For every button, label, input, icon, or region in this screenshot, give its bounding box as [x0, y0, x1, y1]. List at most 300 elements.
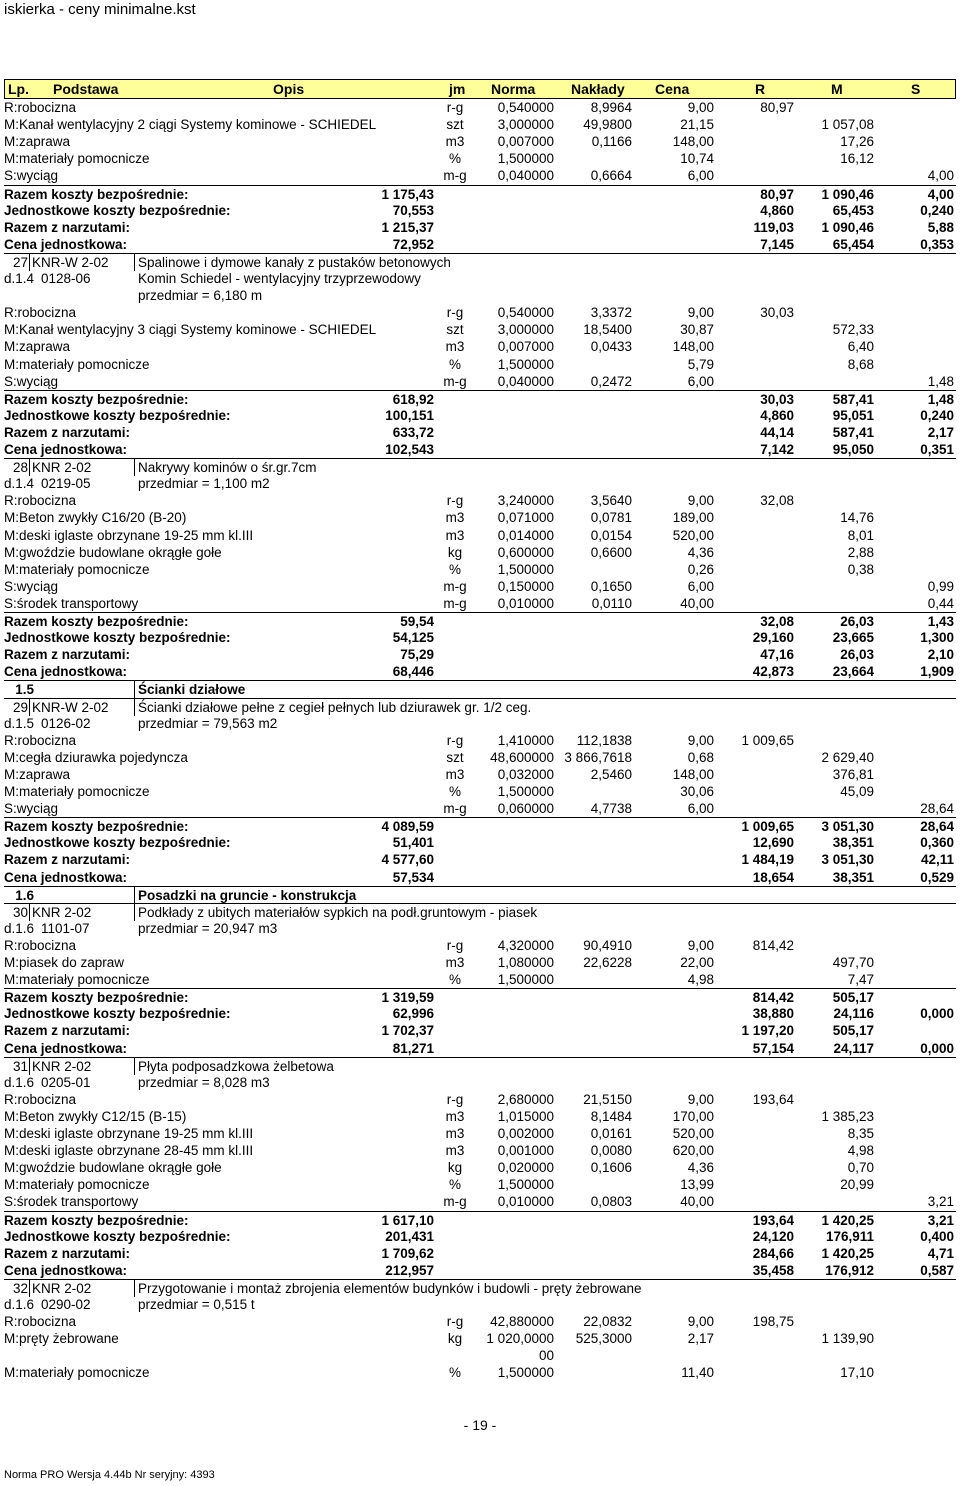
position-chapter: d.1.4 — [4, 271, 35, 286]
resource-description: M:zaprawa — [4, 766, 71, 782]
resource-description: M:gwoździe budowlane okrągłe gołe — [4, 1160, 222, 1176]
r-cell: 814,42 — [752, 937, 794, 953]
r-cell: 30,03 — [760, 305, 794, 321]
resource-description: S:środek transportowy — [4, 595, 139, 611]
cena-cell: 10,74 — [680, 151, 714, 167]
norma-cell: 1,080000 — [497, 955, 554, 970]
position-code: 0219-05 — [41, 476, 91, 492]
cena-cell: 520,00 — [672, 527, 714, 543]
position-row — [4, 253, 956, 271]
summary-row — [4, 1262, 956, 1279]
cell-divider — [29, 459, 30, 476]
norma-cell: 48,600000 — [490, 749, 554, 765]
summary-m: 587,41 — [832, 424, 874, 440]
position-number: 28 — [12, 460, 28, 476]
header-cena: Cena — [655, 81, 690, 97]
norma-cell: 0,600000 — [497, 544, 554, 560]
norma-cell: 1 020,0000 — [486, 1331, 554, 1347]
section-row — [4, 886, 956, 904]
summary-s: 0,400 — [920, 1228, 954, 1244]
summary-r: 18,654 — [752, 869, 794, 885]
cell-divider — [134, 1058, 135, 1075]
summary-m: 24,117 — [833, 1040, 874, 1056]
unit-cell: m3 — [445, 766, 465, 782]
norma-cell: 0,150000 — [497, 578, 554, 594]
summary-label: Jednostkowe koszty bezpośrednie: — [4, 202, 231, 218]
header-m: M — [831, 81, 843, 97]
resource-row — [4, 1313, 956, 1330]
naklady-cell: 22,6228 — [583, 955, 632, 970]
position-description: Spalinowe i dymowe kanały z pustaków betonowych — [138, 254, 451, 270]
unit-cell: % — [448, 972, 461, 988]
norma-cell: 1,015000 — [497, 1108, 554, 1124]
cena-cell: 0,26 — [687, 561, 714, 577]
norma-cell: 0,020000 — [497, 1160, 554, 1176]
summary-r: 44,14 — [760, 424, 794, 440]
norma-cell: 0,007000 — [497, 339, 554, 355]
m-cell: 8,35 — [847, 1126, 874, 1141]
cena-cell: 40,00 — [680, 1194, 714, 1210]
quantity-text: przedmiar = 6,180 m — [138, 288, 263, 304]
summary-row — [4, 817, 956, 835]
summary-m: 65,453 — [832, 202, 874, 218]
summary-label: Razem z narzutami: — [4, 647, 131, 663]
summary-row — [4, 1245, 956, 1262]
summary-total: 201,431 — [385, 1228, 434, 1244]
naklady-cell: 112,1838 — [576, 732, 632, 748]
norma-cell: 0,540000 — [497, 305, 554, 321]
naklady-cell: 2,5460 — [590, 766, 632, 782]
resource-row — [4, 373, 956, 390]
resource-row — [4, 578, 956, 595]
resource-description: M:Kanał wentylacyjny 3 ciągi Systemy kominowe - SCHIEDEL — [4, 322, 377, 338]
m-cell: 0,38 — [847, 561, 874, 577]
resource-description: S:środek transportowy — [4, 1194, 139, 1210]
unit-cell: r-g — [446, 305, 464, 321]
cell-divider — [29, 904, 30, 921]
naklady-cell: 90,4910 — [583, 937, 632, 953]
m-cell: 2 629,40 — [821, 749, 874, 765]
unit-cell: m-g — [443, 168, 467, 184]
norma-cell: 00 — [538, 1348, 554, 1364]
norma-cell: 1,500000 — [497, 561, 554, 577]
summary-total: 4 089,59 — [381, 819, 434, 835]
unit-cell: m3 — [445, 134, 465, 150]
position-detail: Komin Schiedel - wentylacyjny trzyprzewodowy — [138, 271, 421, 286]
resource-description: M:zaprawa — [4, 339, 71, 355]
resource-row — [4, 1159, 956, 1176]
summary-total: 1 709,62 — [381, 1245, 434, 1261]
position-detail: przedmiar = 0,515 t — [138, 1297, 255, 1312]
unit-cell: m-g — [443, 801, 467, 817]
cena-cell: 9,00 — [687, 937, 714, 953]
resource-row — [4, 356, 956, 373]
resource-row — [4, 167, 956, 184]
summary-s: 5,88 — [927, 219, 954, 235]
cell-divider — [134, 459, 135, 476]
resource-row — [4, 561, 956, 578]
summary-r: 42,873 — [752, 664, 794, 680]
summary-s: 1,43 — [927, 614, 954, 629]
norma-cell: 1,410000 — [497, 732, 554, 748]
norma-cell: 2,680000 — [497, 1091, 554, 1107]
summary-total: 1 617,10 — [381, 1212, 434, 1228]
cena-cell: 189,00 — [672, 510, 714, 526]
norma-cell: 0,071000 — [497, 510, 554, 526]
unit-cell: r-g — [446, 1091, 464, 1107]
position-chapter: d.1.6 — [4, 1074, 35, 1090]
summary-total: 1 702,37 — [381, 1023, 434, 1039]
position-code: 0128-06 — [41, 271, 91, 286]
unit-cell: m3 — [445, 527, 465, 543]
summary-label: Jednostkowe koszty bezpośrednie: — [4, 835, 231, 851]
position-subrow — [4, 920, 956, 937]
cena-cell: 620,00 — [672, 1143, 714, 1159]
cena-cell: 0,68 — [687, 749, 714, 765]
summary-r: 814,42 — [752, 990, 794, 1006]
cena-cell: 9,00 — [687, 732, 714, 748]
summary-label: Razem z narzutami: — [4, 1023, 131, 1039]
summary-row — [4, 202, 956, 219]
resource-row — [4, 954, 956, 971]
summary-label: Razem koszty bezpośrednie: — [4, 391, 189, 407]
position-detail: przedmiar = 1,100 m2 — [138, 476, 270, 492]
unit-cell: m-g — [443, 595, 467, 611]
unit-cell: r-g — [446, 493, 464, 509]
resource-row — [4, 783, 956, 800]
resource-row — [4, 595, 956, 612]
unit-cell: m3 — [445, 1108, 465, 1124]
summary-row — [4, 1005, 956, 1022]
position-row — [4, 698, 956, 716]
summary-s: 4,71 — [927, 1245, 954, 1261]
resource-row — [4, 133, 956, 150]
unit-cell: szt — [446, 117, 464, 133]
summary-r: 1 009,65 — [741, 819, 794, 835]
cell-divider — [134, 904, 135, 921]
summary-label: Cena jednostkowa: — [4, 664, 128, 680]
s-cell: 0,44 — [927, 595, 954, 611]
summary-m: 95,051 — [832, 407, 874, 423]
header-podstawa: Podstawa — [53, 81, 119, 97]
unit-cell: m-g — [443, 578, 467, 594]
position-chapter: d.1.5 — [4, 715, 35, 731]
resource-row — [4, 1125, 956, 1142]
r-cell: 1 009,65 — [741, 732, 794, 748]
cena-cell: 2,17 — [687, 1331, 714, 1347]
position-basis: KNR 2-02 — [32, 1280, 92, 1296]
cena-cell: 9,00 — [687, 305, 714, 321]
summary-m: 23,665 — [832, 630, 874, 646]
norma-cell: 0,007000 — [497, 134, 554, 150]
summary-m: 95,050 — [832, 442, 874, 457]
position-number: 30 — [12, 904, 28, 920]
cell-divider — [134, 681, 135, 698]
resource-description: M:Beton zwykły C12/15 (B-15) — [4, 1108, 187, 1124]
summary-total: 57,534 — [392, 869, 434, 885]
cena-cell: 4,98 — [687, 972, 714, 988]
summary-total: 62,996 — [392, 1006, 434, 1022]
summary-s: 0,353 — [920, 236, 954, 252]
page-number: - 19 - — [463, 1417, 497, 1433]
position-number: 31 — [12, 1058, 28, 1074]
m-cell: 8,01 — [847, 527, 874, 543]
header-naklady: Nakłady — [571, 81, 625, 97]
position-subrow — [4, 1074, 956, 1091]
summary-row — [4, 834, 956, 851]
norma-cell: 1,500000 — [497, 1365, 554, 1381]
naklady-cell: 0,6600 — [590, 544, 632, 560]
summary-m: 176,912 — [825, 1262, 874, 1278]
norma-cell: 0,060000 — [497, 801, 554, 817]
cena-cell: 21,15 — [680, 117, 714, 133]
summary-total: 68,446 — [392, 664, 434, 680]
summary-label: Razem koszty bezpośrednie: — [4, 819, 189, 835]
resource-description: R:robocizna — [4, 493, 77, 509]
summary-row — [4, 424, 956, 441]
resource-description: R:robocizna — [4, 937, 77, 953]
norma-cell: 0,002000 — [497, 1126, 554, 1141]
summary-r: 24,120 — [752, 1228, 794, 1244]
header-norma: Norma — [491, 81, 536, 97]
norma-cell: 42,880000 — [490, 1314, 554, 1330]
cena-cell: 11,40 — [681, 1365, 714, 1381]
summary-r: 193,64 — [752, 1212, 794, 1228]
section-title: Ścianki działowe — [138, 682, 246, 698]
resource-row — [4, 492, 956, 509]
summary-label: Jednostkowe koszty bezpośrednie: — [4, 1228, 231, 1244]
m-cell: 17,10 — [840, 1365, 874, 1381]
resource-description: M:deski iglaste obrzynane 28-45 mm kl.III — [4, 1143, 254, 1159]
position-code: 0290-02 — [41, 1297, 91, 1312]
summary-row — [4, 1228, 956, 1245]
resource-row — [4, 1193, 956, 1210]
summary-row — [4, 219, 956, 236]
m-cell: 7,47 — [847, 972, 874, 988]
resource-row — [4, 749, 956, 766]
norma-cell: 0,001000 — [497, 1143, 554, 1159]
summary-r: 47,16 — [760, 647, 794, 663]
summary-label: Jednostkowe koszty bezpośrednie: — [4, 1006, 231, 1022]
summary-row — [4, 390, 956, 408]
cell-divider — [134, 699, 135, 716]
cena-cell: 30,87 — [680, 322, 714, 338]
resource-description: M:materiały pomocnicze — [4, 1177, 150, 1193]
position-basis: KNR-W 2-02 — [32, 254, 109, 270]
summary-label: Cena jednostkowa: — [4, 442, 128, 457]
resource-row — [4, 321, 956, 338]
cena-cell: 6,00 — [687, 578, 714, 594]
naklady-cell: 0,0161 — [590, 1126, 632, 1141]
m-cell: 4,98 — [847, 1143, 874, 1159]
unit-cell: % — [448, 151, 461, 167]
summary-s: 3,21 — [927, 1212, 954, 1228]
position-chapter: d.1.4 — [4, 476, 35, 492]
cena-cell: 4,36 — [687, 1160, 714, 1176]
resource-description: R:robocizna — [4, 1091, 77, 1107]
cena-cell: 9,00 — [687, 1314, 714, 1330]
summary-label: Jednostkowe koszty bezpośrednie: — [4, 407, 231, 423]
summary-r: 1 197,20 — [741, 1023, 794, 1039]
header-jm: jm — [449, 81, 466, 97]
norma-cell: 1,500000 — [497, 972, 554, 988]
resource-description: R:robocizna — [4, 305, 77, 321]
position-chapter: d.1.6 — [4, 1297, 35, 1312]
unit-cell: m-g — [443, 1194, 467, 1210]
cell-divider — [29, 699, 30, 716]
summary-label: Cena jednostkowa: — [4, 869, 128, 885]
summary-label: Razem z narzutami: — [4, 852, 131, 868]
m-cell: 17,26 — [840, 134, 874, 150]
summary-total: 75,29 — [400, 647, 434, 663]
summary-r: 7,145 — [760, 236, 794, 252]
m-cell: 1 385,23 — [821, 1108, 874, 1124]
summary-row — [4, 1040, 956, 1057]
cell-divider — [29, 254, 30, 271]
summary-label: Cena jednostkowa: — [4, 1262, 128, 1278]
summary-total: 59,54 — [400, 614, 434, 629]
cena-cell: 40,00 — [680, 595, 714, 611]
cena-cell: 6,00 — [687, 168, 714, 184]
resource-description: R:robocizna — [4, 100, 77, 115]
summary-total: 618,92 — [392, 391, 434, 407]
section-row — [4, 680, 956, 698]
summary-row — [4, 441, 956, 458]
resource-description: M:cegła dziurawka pojedyncza — [4, 749, 188, 765]
resource-description: M:materiały pomocnicze — [4, 151, 150, 167]
s-cell: 3,21 — [927, 1194, 954, 1210]
resource-row — [4, 544, 956, 561]
summary-s: 0,587 — [920, 1262, 954, 1278]
resource-row — [4, 1347, 956, 1364]
resource-row — [4, 99, 956, 116]
summary-m: 1 090,46 — [821, 186, 874, 202]
summary-label: Razem koszty bezpośrednie: — [4, 186, 189, 202]
unit-cell: m3 — [445, 955, 465, 970]
norma-cell: 3,240000 — [497, 493, 554, 509]
header-opis: Opis — [273, 81, 305, 97]
m-cell: 1 057,08 — [821, 117, 874, 133]
naklady-cell: 0,0433 — [590, 339, 632, 355]
header-r: R — [755, 81, 766, 97]
resource-row — [4, 732, 956, 749]
position-row — [4, 903, 956, 921]
summary-s: 4,00 — [927, 186, 954, 202]
resource-description: M:piasek do zapraw — [4, 955, 125, 970]
summary-s: 0,351 — [920, 442, 954, 457]
summary-s: 1,909 — [920, 664, 954, 680]
unit-cell: m3 — [445, 1143, 465, 1159]
position-basis: KNR-W 2-02 — [32, 699, 109, 715]
resource-row — [4, 937, 956, 954]
cena-cell: 9,00 — [687, 493, 714, 509]
summary-label: Razem z narzutami: — [4, 219, 131, 235]
cena-cell: 170,00 — [672, 1108, 714, 1124]
position-description: Przygotowanie i montaż zbrojenia elementów budynków i budowli - pręty żebrowane — [138, 1280, 642, 1296]
resource-row — [4, 1142, 956, 1159]
cena-cell: 148,00 — [672, 339, 714, 355]
unit-cell: m3 — [445, 339, 465, 355]
naklady-cell: 0,0803 — [590, 1194, 632, 1210]
summary-s: 0,000 — [920, 1040, 954, 1056]
summary-r: 38,880 — [752, 1006, 794, 1022]
summary-m: 24,116 — [833, 1006, 874, 1022]
summary-s: 2,10 — [927, 647, 954, 663]
summary-r: 119,03 — [753, 219, 794, 235]
m-cell: 45,09 — [840, 784, 874, 799]
resource-description: M:deski iglaste obrzynane 19-25 mm kl.III — [4, 527, 254, 543]
header-lp: Lp. — [8, 81, 29, 97]
header-s: S — [911, 81, 921, 97]
summary-r: 57,154 — [752, 1040, 794, 1056]
summary-row — [4, 629, 956, 646]
r-cell: 193,64 — [752, 1091, 794, 1107]
resource-row — [4, 1091, 956, 1108]
unit-cell: kg — [447, 1331, 463, 1347]
summary-r: 4,860 — [760, 407, 794, 423]
resource-row — [4, 1176, 956, 1193]
resource-row — [4, 304, 956, 321]
summary-m: 26,03 — [840, 647, 874, 663]
summary-label: Razem koszty bezpośrednie: — [4, 614, 189, 629]
summary-m: 1 420,25 — [821, 1245, 874, 1261]
resource-description: M:deski iglaste obrzynane 19-25 mm kl.III — [4, 1126, 254, 1141]
unit-cell: % — [448, 1177, 461, 1193]
resource-description: S:wyciąg — [4, 168, 59, 184]
norma-cell: 0,010000 — [497, 595, 554, 611]
norma-cell: 3,000000 — [497, 322, 554, 338]
summary-m: 587,41 — [832, 391, 874, 407]
naklady-cell: 49,9800 — [583, 117, 632, 133]
cena-cell: 13,99 — [680, 1177, 714, 1193]
norma-cell: 1,500000 — [497, 1177, 554, 1193]
position-detail: przedmiar = 20,947 m3 — [138, 920, 278, 936]
naklady-cell: 0,1606 — [590, 1160, 632, 1176]
norma-cell: 0,540000 — [497, 100, 554, 115]
unit-cell: r-g — [446, 732, 464, 748]
unit-cell: szt — [446, 749, 464, 765]
naklady-cell: 0,0781 — [590, 510, 632, 526]
summary-r: 1 484,19 — [741, 852, 794, 868]
unit-cell: % — [448, 1365, 461, 1381]
naklady-cell: 0,1650 — [590, 578, 632, 594]
summary-s: 1,48 — [927, 391, 954, 407]
unit-cell: r-g — [446, 1314, 464, 1330]
summary-r: 29,160 — [752, 630, 794, 646]
summary-row — [4, 185, 956, 203]
norma-cell: 1,500000 — [497, 784, 554, 799]
position-basis: KNR 2-02 — [32, 460, 92, 476]
position-row — [4, 458, 956, 476]
summary-total: 4 577,60 — [381, 852, 434, 868]
summary-s: 1,300 — [920, 630, 954, 646]
unit-cell: kg — [447, 544, 463, 560]
summary-s: 0,000 — [920, 1006, 954, 1022]
s-cell: 1,48 — [927, 373, 954, 389]
resource-row — [4, 338, 956, 355]
norma-cell: 0,040000 — [497, 373, 554, 389]
unit-cell: m3 — [445, 510, 465, 526]
cena-cell: 22,00 — [680, 955, 714, 970]
section-number: 1.5 — [15, 682, 34, 698]
summary-total: 81,271 — [392, 1040, 434, 1056]
cena-cell: 148,00 — [672, 134, 714, 150]
summary-label: Razem koszty bezpośrednie: — [4, 990, 189, 1006]
summary-s: 0,529 — [920, 869, 954, 885]
position-subrow — [4, 1296, 956, 1313]
unit-cell: % — [448, 356, 461, 372]
summary-row — [4, 663, 956, 680]
